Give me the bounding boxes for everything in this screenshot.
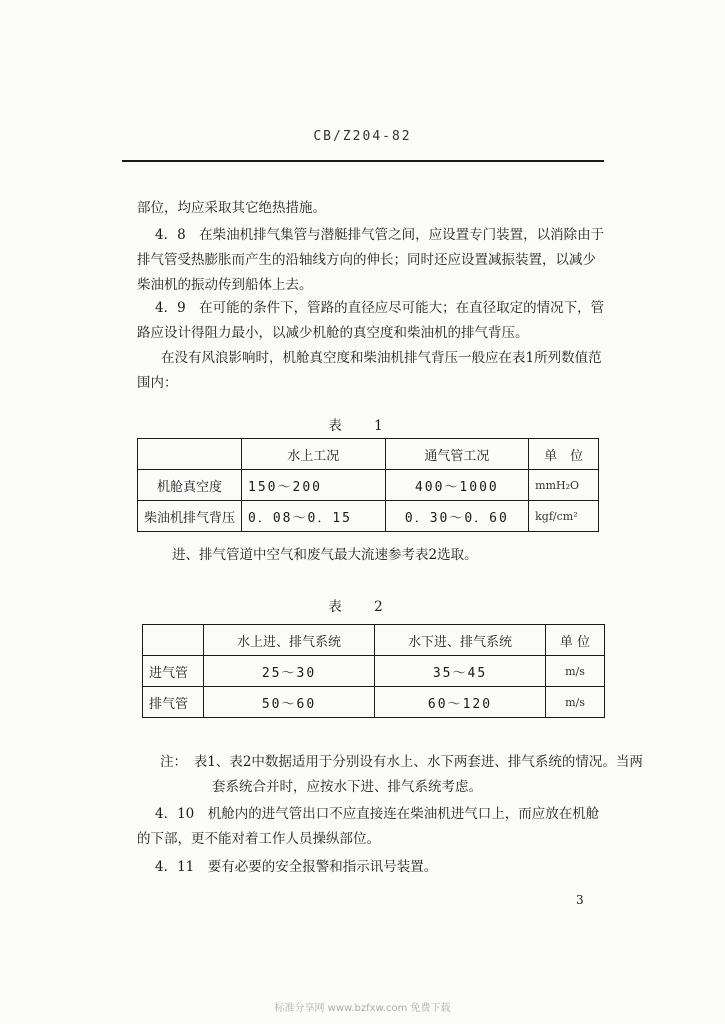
- table-cell: m/s: [546, 687, 605, 718]
- table-row: [143, 656, 605, 687]
- table-cell: 150～200: [242, 470, 386, 501]
- table-cell: m/s: [546, 656, 605, 687]
- table-cell: mmH₂O: [529, 470, 599, 501]
- clause-4-11: 4．11 要有必要的安全报警和指示讯号装置。: [155, 859, 438, 875]
- table-header: 水上进、排气系统: [204, 625, 375, 656]
- table-cell: 60～120: [375, 687, 546, 718]
- watermark-footer: 标准分享网 www.bzfxw.com 免费下载: [274, 1003, 451, 1014]
- table-header: 水下进、排气系统: [375, 625, 546, 656]
- clause-4-8: 4．8 在柴油机排气集管与潜艇排气管之间，应设置专门装置，以消除由于排气管受热膨胀而产生的沿轴线方向的伸长；同时还应设置减振装置，以减少柴油机的振动传到船体上去。: [137, 227, 605, 293]
- table1-caption: 表 1: [328, 418, 397, 434]
- table-cell: 排气管: [143, 687, 204, 718]
- table-cell: 0．08～0．15: [242, 501, 386, 532]
- range-intro: 在没有风浪影响时，机舱真空度和柴油机排气背压一般应在表1所列数值范围内：: [137, 350, 602, 391]
- table-cell: 25～30: [204, 656, 375, 687]
- header-rule: [122, 160, 604, 162]
- table-header-row: [143, 625, 605, 656]
- velocity-intro: 进、排气管道中空气和废气最大流速参考表2选取。: [172, 547, 478, 563]
- table-cell: kgf/cm²: [529, 501, 599, 532]
- clause-4-9: 4．9 在可能的条件下，管路的直径应尽可能大；在直径取定的情况下，管路应设计得阻力最小，以减少机舱的真空度和柴油机的排气背压。: [137, 300, 605, 341]
- table2: [142, 624, 605, 718]
- table-cell: [143, 625, 204, 656]
- table-cell: 35～45: [375, 656, 546, 687]
- table-cell: 400～1000: [385, 470, 529, 501]
- table2-caption: 表 2: [328, 599, 397, 615]
- table-header: 单 位: [529, 439, 599, 470]
- table-cell: 50～60: [204, 687, 375, 718]
- table-cell: 机舱真空度: [138, 470, 242, 501]
- page-number: 3: [576, 893, 584, 907]
- table-cell: 进气管: [143, 656, 204, 687]
- clause-4-10: 4．10 机舱内的进气管出口不应直接连在柴油机进气口上，而应放在机舱的下部，更不能对着工作人员操纵部位。: [137, 806, 600, 847]
- table-note: 注： 表1、表2中数据适用于分别设有水上、水下两套进、排气系统的情况。当两套系统合并时，应按水下进、排气系统考虑。: [160, 754, 643, 795]
- table-header: 单 位: [546, 625, 605, 656]
- table-header-row: [138, 439, 599, 470]
- table-cell: 0．30～0．60: [385, 501, 529, 532]
- table-header: 水上工况: [242, 439, 386, 470]
- table-row: [138, 501, 599, 532]
- table-cell: 柴油机排气背压: [138, 501, 242, 532]
- table-header: 通气管工况: [385, 439, 529, 470]
- table-row: [143, 687, 605, 718]
- table1: [137, 438, 599, 532]
- table-row: [138, 470, 599, 501]
- paragraph-continuation: 部位，均应采取其它绝热措施。: [137, 200, 326, 216]
- table-cell: [138, 439, 242, 470]
- document-code: CB/Z204-82: [313, 129, 412, 144]
